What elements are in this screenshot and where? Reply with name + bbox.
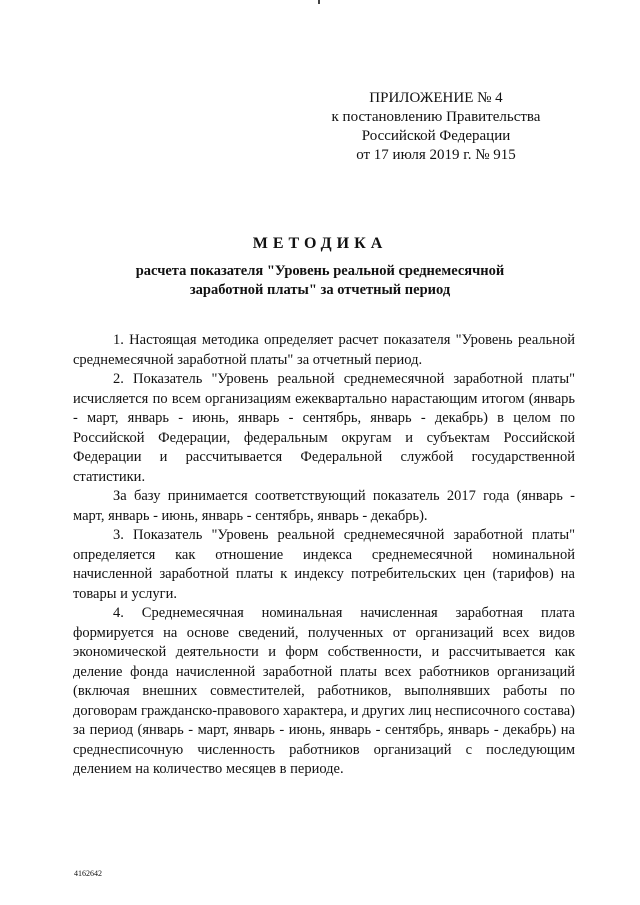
paragraph-1: 1. Настоящая методика определяет расчет показателя "Уровень реальной среднемесячной заработной платы" за отчетный период. [73,332,575,368]
paragraph-4: 4. Среднемесячная номинальная начисленная заработная плата формируется на основе сведений, полученных от организаций всех видов экономической деятельности и форм собственности, и рассчитывается как деление фонда начисленной заработной платы всех работников организаций (включая внешних совместителей, работников, выполнявших работы по договорам гражданско-правового характера, и других лиц несписочного состава) за период (январь - март, январь - июнь, январь - сентябрь, январь - декабрь) на среднесписочную численность работников организаций с последующим делением на количество месяцев в периоде. [73,605,575,777]
document-id: 4162642 [74,869,102,878]
appendix-number: ПРИЛОЖЕНИЕ № 4 [369,90,503,106]
appendix-header [316,89,556,165]
appendix-resolution-line: к постановлению Правительства [331,109,541,125]
document-title: МЕТОДИКА [252,235,388,252]
paragraph-2: 2. Показатель "Уровень реальной среднемесячной заработной платы" исчисляется по всем организациям ежеквартально нарастающим итогом (январь - март, январь - июнь, январь - сентябрь, январь - декабрь) в целом по Российской Федерации, федеральным округам и субъектам Российской Федерации и рассчитывается Федеральной службой государственной статистики. [73,371,575,485]
appendix-country-line: Российской Федерации [361,128,511,144]
document-subtitle: расчета показателя "Уровень реальной среднемесячной заработной платы" за отчетный период [135,263,505,298]
paragraph-3: 3. Показатель "Уровень реальной среднемесячной заработной платы" определяется как отношение индекса среднемесячной номинальной начисленной заработной платы к индексу потребительских цен (тарифов) на товары и услуги. [73,527,575,602]
scan-mark [318,0,320,4]
paragraph-2-base: За базу принимается соответствующий показатель 2017 года (январь - март, январь - июнь, январь - сентябрь, январь - декабрь). [73,488,575,524]
appendix-date-number: от 17 июля 2019 г. № 915 [356,147,516,163]
document-body [73,331,575,780]
